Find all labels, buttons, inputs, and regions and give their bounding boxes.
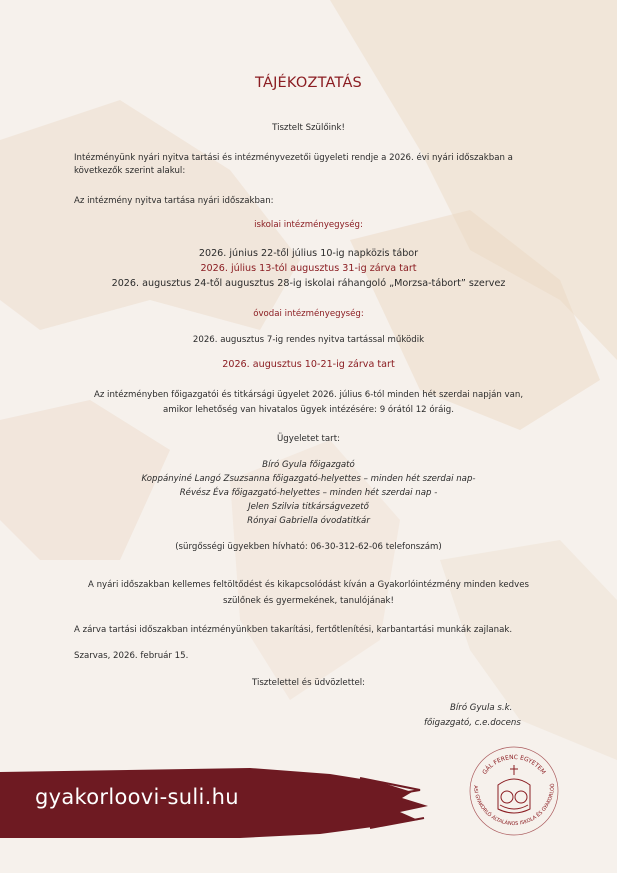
signature-name: Bíró Gyula s.k. [450,703,513,713]
regards: Tisztelettel és üdvözlettel: [251,678,366,688]
school-unit-label: iskolai intézményegység: [254,220,363,230]
emergency-phone: (sürgősségi ügyekben hívható: 06-30-312-62-06 telefonszám) [175,542,442,552]
seal-emblem-icon [498,765,530,813]
intro-line-2: következők szerint alakul: [74,166,186,176]
place-date: Szarvas, 2026. február 15. [74,651,189,661]
opening-heading: Az intézmény nyitva tartása nyári időszakban: [74,196,274,206]
greeting: Tisztelt Szülőink! [272,123,345,133]
seal-text-top: GÁL FERENC EGYETEM [481,753,547,776]
document-title: TÁJÉKOZTATÁS [255,75,362,91]
wish-line-1: A nyári időszakban kellemes feltöltődést és kikapcsolódást kíván a Gyakorlóintézmény minden kedves [88,580,529,590]
staff-item: Rónyai Gabriella óvodatitkár [247,516,370,526]
seal-text-bottom: ASI GYAKORLÓ ÁLTALÁNOS ISKOLA ÉS GYAKORLÓÓ [471,783,557,828]
school-unit-line-1: 2026. június 22-től július 10-ig napközis tábor [198,248,419,259]
staff-item: Révész Éva főigazgató-helyettes – minden hét szerdai nap - [179,488,438,498]
wish-line-2: szülőnek és gyermekének, tanulójának! [223,596,394,606]
institution-seal [466,743,562,839]
kinder-unit-line-1: 2026. augusztus 7-ig rendes nyitva tartással működik [192,335,425,345]
kinder-unit-line-2: 2026. augusztus 10-21-ig zárva tart [222,359,395,370]
duty-heading: Ügyeletet tart: [277,434,340,444]
school-unit-line-2: 2026. július 13-tól augusztus 31-ig zárva tart [200,263,417,274]
signature-title: főigazgató, c.e.docens [424,718,521,728]
staff-item: Jelen Szilvia titkárságvezető [248,502,369,512]
school-unit-line-3: 2026. augusztus 24-től augusztus 28-ig iskolai ráhangoló „Morzsa-tábort” szervez [111,278,506,289]
closure-note: A zárva tartási időszakban intézményünkben takarítási, fertőtlenítési, karbantartási munkák zajlanak. [74,625,513,635]
kinder-unit-label: óvodai intézményegység: [253,309,364,319]
duty-line-1: Az intézményben főigazgatói és titkársági ügyelet 2026. július 6-tól minden hét szerdai napján van, [93,390,524,400]
duty-line-2: amikor lehetőség van hivatalos ügyek intézésére: 9 órától 12 óráig. [162,405,454,415]
website-link[interactable]: gyakorloovi-suli.hu [35,785,239,809]
staff-item: Bíró Gyula főigazgató [262,460,355,470]
intro-line-1: Intézményünk nyári nyitva tartási és intézményvezetői ügyeleti rendje a 2026. évi nyári időszakban a [74,153,513,163]
staff-item: Koppányiné Langó Zsuzsanna főigazgató-helyettes – minden hét szerdai nap- [141,474,476,484]
